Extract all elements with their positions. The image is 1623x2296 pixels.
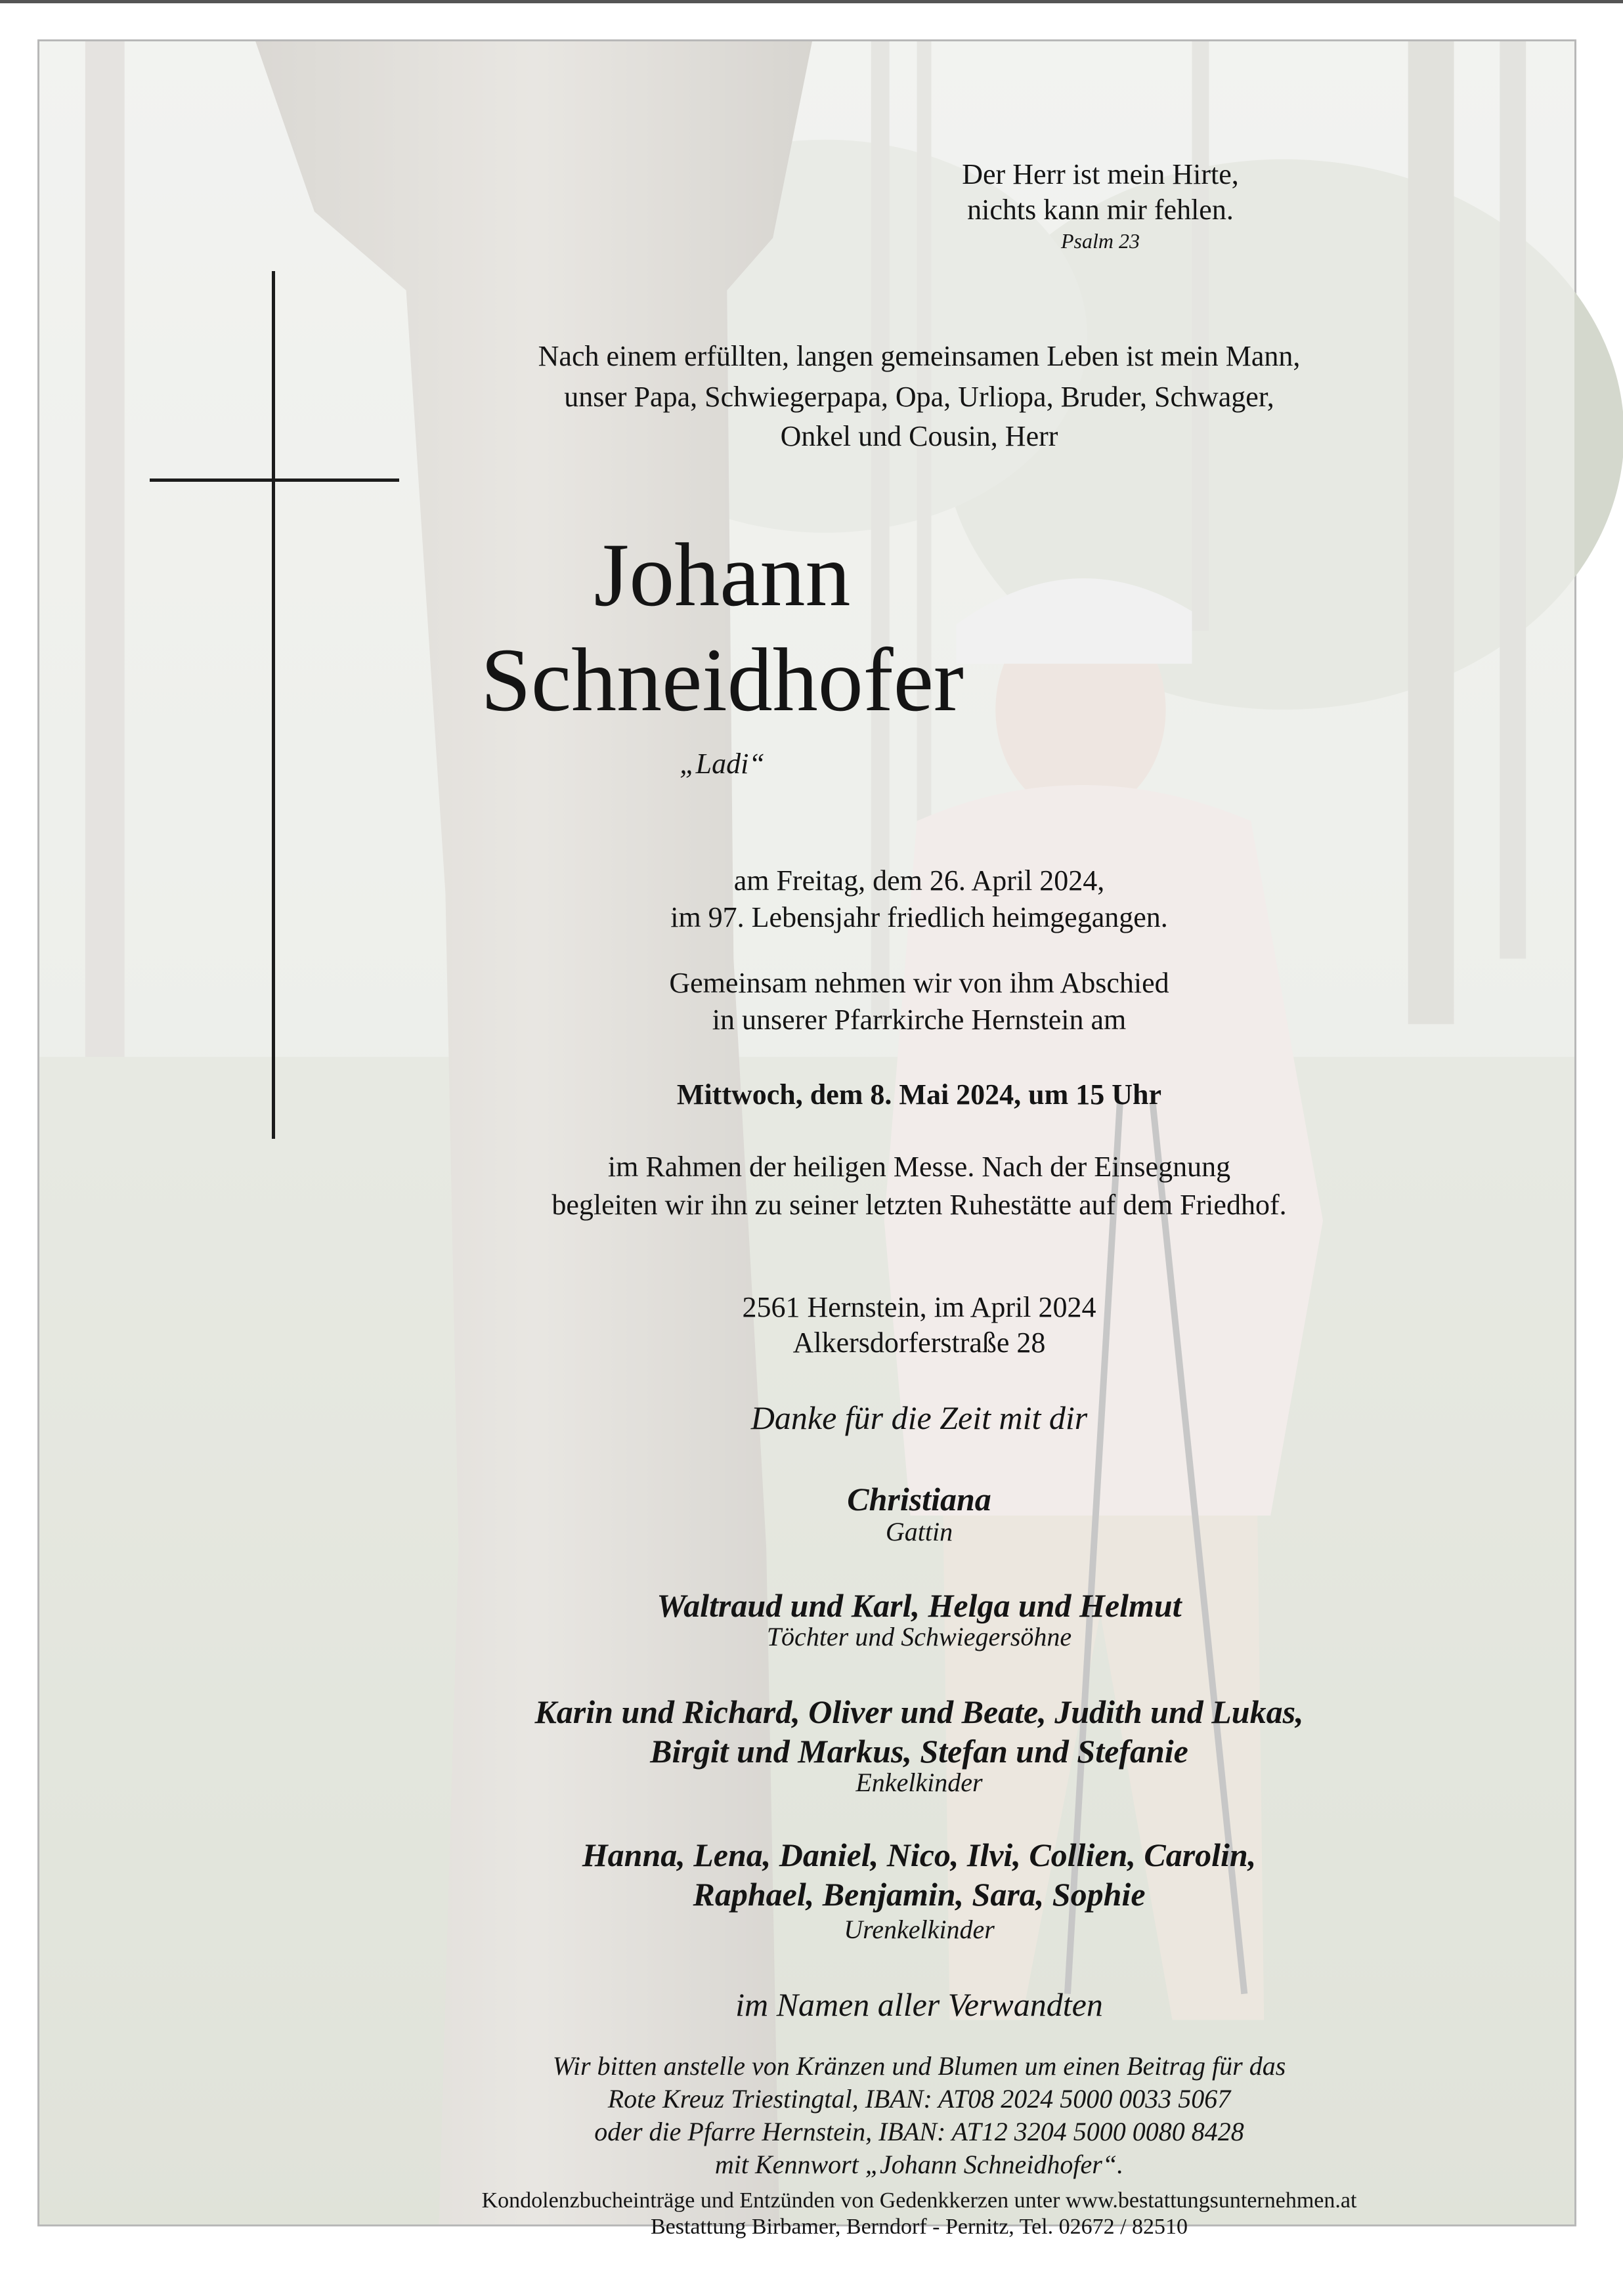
mourner-relation: Urenkelkinder <box>844 1915 995 1944</box>
service-details-line-2: begleiten wir ihn zu seiner letzten Ruhestätte auf dem Friedhof. <box>552 1189 1287 1221</box>
psalm-line-2: nichts kann mir fehlen. <box>967 194 1234 226</box>
top-rule <box>0 0 1623 3</box>
donation-line-2: Rote Kreuz Triestingtal, IBAN: AT08 2024 5000 0033 5067 <box>607 2084 1231 2114</box>
mourner-names: Christiana <box>847 1481 991 1518</box>
cross-horizontal <box>150 478 399 482</box>
footer-line-1: Kondolenzbucheinträge und Entzünden von Gedenkkerzen unter www.bestattungsunternehmen.at <box>481 2188 1357 2213</box>
intro-line-2: unser Papa, Schwiegerpapa, Opa, Urliopa, Bruder, Schwager, <box>564 381 1274 413</box>
psalm-line-1: Der Herr ist mein Hirte, <box>962 158 1239 190</box>
deceased-last-name: Schneidhofer <box>481 629 964 730</box>
thanks-line: Danke für die Zeit mit dir <box>750 1399 1088 1436</box>
mourner-names: Raphael, Benjamin, Sara, Sophie <box>693 1876 1146 1913</box>
death-line-2: im 97. Lebensjahr friedlich heimgegangen. <box>670 901 1168 933</box>
obituary-sheet <box>37 39 1576 2239</box>
mourner-names: Karin und Richard, Oliver und Beate, Judith und Lukas, <box>534 1693 1304 1730</box>
address-line-2: Alkersdorferstraße 28 <box>792 1327 1046 1359</box>
service-details-line-1: im Rahmen der heiligen Messe. Nach der Einsegnung <box>607 1151 1231 1183</box>
mourner-names: Birgit und Markus, Stefan und Stefanie <box>650 1733 1188 1770</box>
mourner-relation: Enkelkinder <box>855 1768 983 1797</box>
psalm-source: Psalm 23 <box>1061 229 1140 253</box>
donation-line-3: oder die Pfarre Hernstein, IBAN: AT12 3204 5000 0080 8428 <box>594 2117 1244 2146</box>
intro-line-1: Nach einem erfüllten, langen gemeinsamen Leben ist mein Mann, <box>538 340 1301 372</box>
footer-line-2: Bestattung Birbamer, Berndorf - Pernitz, Tel. 02672 / 82510 <box>650 2215 1188 2239</box>
service-date: Mittwoch, dem 8. Mai 2024, um 15 Uhr <box>676 1078 1162 1111</box>
deceased-nickname: „Ladi“ <box>680 748 765 780</box>
mourner-names: Hanna, Lena, Daniel, Nico, Ilvi, Collien, Carolin, <box>582 1837 1257 1873</box>
mourner-names: Waltraud und Karl, Helga und Helmut <box>657 1587 1182 1624</box>
donation-line-1: Wir bitten anstelle von Kränzen und Blumen um einen Beitrag für das <box>552 2051 1286 2081</box>
deceased-first-name: Johann <box>594 524 851 625</box>
farewell-line-1: Gemeinsam nehmen wir von ihm Abschied <box>669 967 1169 999</box>
death-line-1: am Freitag, dem 26. April 2024, <box>733 864 1105 897</box>
intro-line-3: Onkel und Cousin, Herr <box>780 420 1058 452</box>
relatives-line: im Namen aller Verwandten <box>735 1986 1103 2023</box>
address-line-1: 2561 Hernstein, im April 2024 <box>742 1291 1096 1323</box>
farewell-line-2: in unserer Pfarrkirche Hernstein am <box>712 1004 1127 1036</box>
cross-vertical <box>272 271 275 1139</box>
donation-line-4: mit Kennwort „Johann Schneidhofer“. <box>714 2150 1124 2179</box>
mourner-relation: Gattin <box>885 1517 953 1546</box>
mourner-relation: Töchter und Schwiegersöhne <box>766 1622 1072 1651</box>
